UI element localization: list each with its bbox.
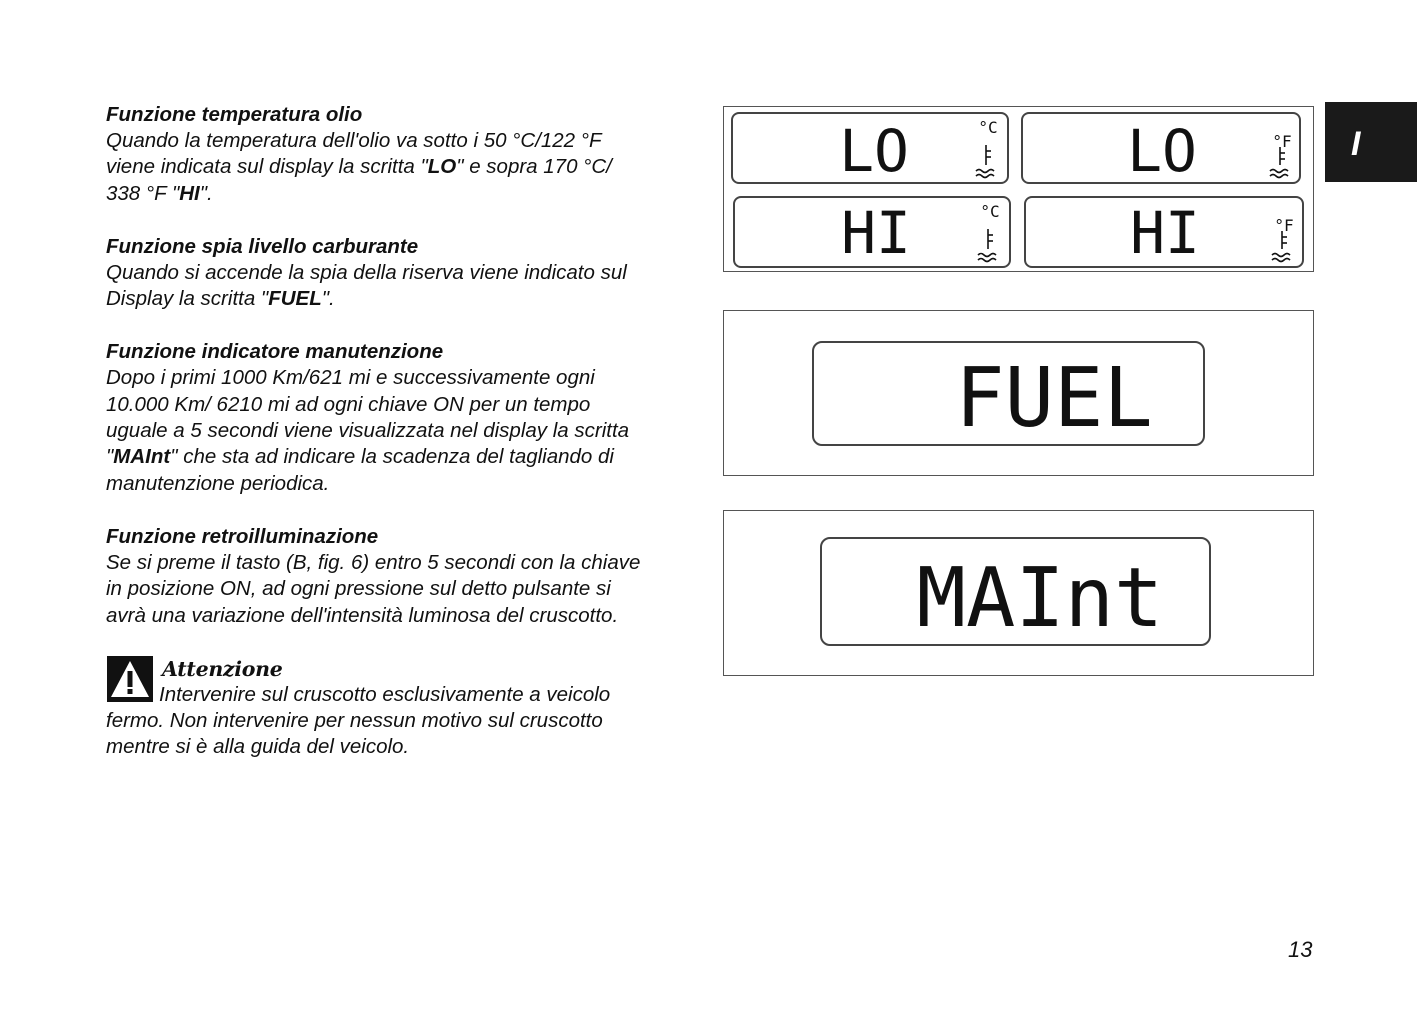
unit-label: °F <box>1274 216 1294 235</box>
section-heading: Funzione retroilluminazione <box>106 524 379 548</box>
language-tab <box>1325 102 1417 182</box>
fuel-readout: FUEL <box>955 351 1153 446</box>
section-oil-temperature <box>106 102 706 207</box>
unit-label: °C <box>978 118 998 137</box>
unit-label: °F <box>1272 132 1292 151</box>
warning-block <box>106 656 706 761</box>
section-body: Quando la temperatura dell'olio va sotto i 50 °C/122 °F viene indicata sul display la scritta "LO" e sopra 170 °C/ 338 °F "HI". <box>106 129 612 205</box>
section-body: Dopo i primi 1000 Km/621 mi e successivamente ogni 10.000 Km/ 6210 mi ad ogni chiave ON per un tempo uguale a 5 secondi viene visualizzata nel display la scritta "MAInt" che sta ad indicare la scadenza del tagliando di manutenzione periodica. <box>106 366 630 495</box>
lcd-display-hi-fahrenheit <box>1025 197 1303 267</box>
language-tab-label: I <box>1351 125 1361 163</box>
lcd-display-lo-fahrenheit <box>1022 113 1300 185</box>
fuel-display-figure <box>723 310 1314 476</box>
lcd-display-hi-celsius <box>734 197 1010 267</box>
page-number: 13 <box>1288 937 1313 962</box>
section-heading: Funzione temperatura olio <box>106 103 363 126</box>
section-body: Se si preme il tasto (B, fig. 6) entro 5 secondi con la chiave in posizione ON, ad ogni pressione sul detto pulsante si avrà una variazione dell'intensità luminosa del cruscotto. <box>106 550 641 627</box>
maintenance-display-figure <box>723 510 1314 676</box>
unit-label: °C <box>980 202 1000 221</box>
section-body: Quando si accende la spia della riserva viene indicato sul Display la scritta "FUEL". <box>106 260 627 311</box>
maintenance-readout: MAInt <box>916 551 1164 646</box>
lcd-readout: HI <box>1130 199 1200 267</box>
warning-title: Attenzione <box>162 656 283 681</box>
lcd-readout: LO <box>839 117 909 185</box>
text-column <box>106 102 706 761</box>
temperature-displays-figure <box>723 106 1314 272</box>
lcd-display-lo-celsius <box>732 113 1008 185</box>
section-heading: Funzione spia livello carburante <box>106 234 419 258</box>
section-fuel-warning <box>106 234 706 313</box>
lcd-readout: HI <box>841 199 911 267</box>
section-backlight <box>106 524 706 629</box>
section-maintenance <box>106 339 706 496</box>
warning-text: Intervenire sul cruscotto esclusivamente a veicolo fermo. Non intervenire per nessun motivo sul cruscotto mentre si è alla guida del veicolo. <box>106 682 611 759</box>
lcd-readout: LO <box>1127 117 1197 185</box>
section-heading: Funzione indicatore manutenzione <box>106 340 444 364</box>
warning-triangle-icon <box>107 656 153 702</box>
